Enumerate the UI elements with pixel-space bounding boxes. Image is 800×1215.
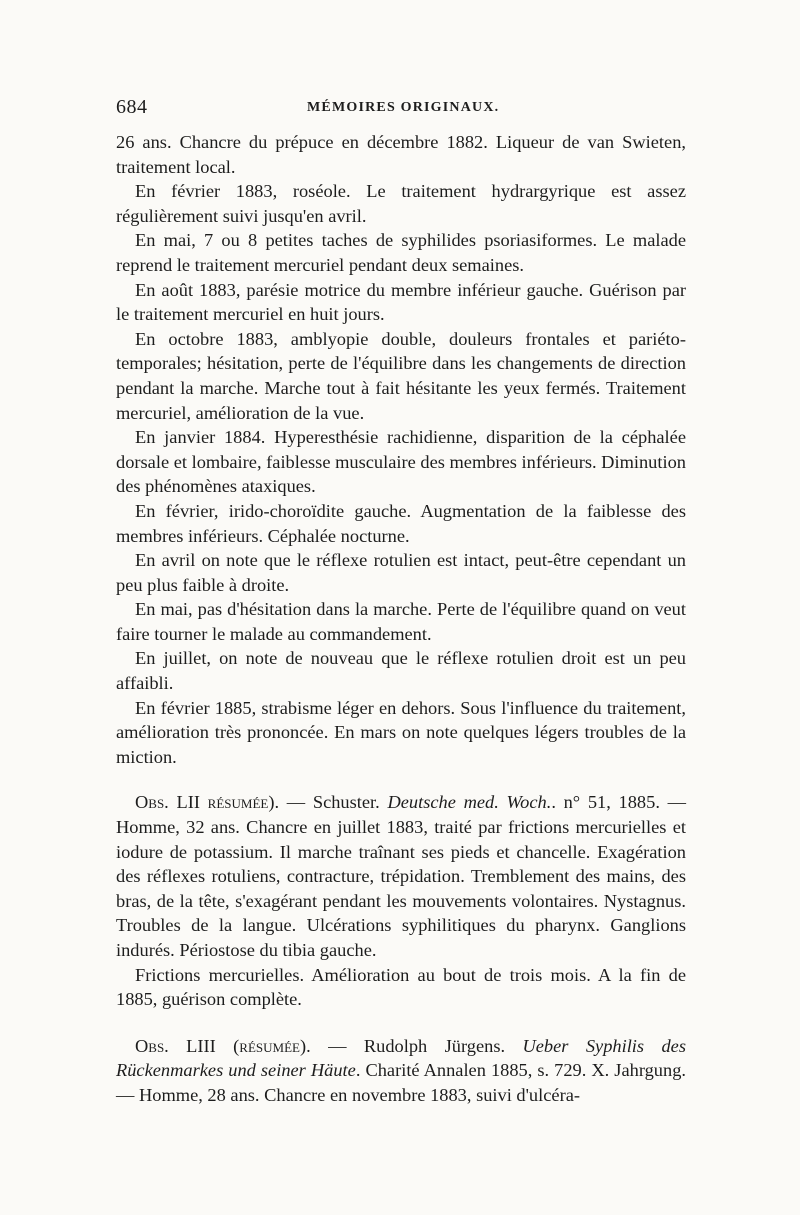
observation-liii [116,1034,686,1108]
paragraph: En janvier 1884. Hyperesthésie rachidienne, disparition de la céphalée dorsale et lombaire, faiblesse musculaire des membres inférieurs. Diminution des phénomènes ataxiques. [116,427,686,497]
observation-lii [116,790,686,962]
observation-author: — Rudolph Jürgens. [310,1035,523,1056]
paragraph: En mai, 7 ou 8 petites taches de syphilides psoriasiformes. Le malade reprend le traitement mercuriel pendant deux semaines. [116,230,686,275]
paragraph: En avril on note que le réflexe rotulien est intact, peut-être cependant un peu plus faible à droite. [116,550,686,595]
paragraph: 26 ans. Chancre du prépuce en décembre 1882. Liqueur de van Swieten, traitement local. [116,132,686,177]
observation-label: Obs. LII résumée). [135,792,280,813]
page-body [116,130,686,1108]
observation-title: Ueber Syphilis des Rückenmarkes und seiner Häute [116,1035,686,1081]
paragraph: En mai, pas d'hésitation dans la marche. Perte de l'équilibre quand on veut faire tourner le malade au commandement. [116,599,686,644]
observation-author: — Schuster. [279,792,388,813]
page-number: 684 [116,96,148,118]
paragraph: En février 1885, strabisme léger en dehors. Sous l'influence du traitement, amélioration très prononcée. En mars on note quelques légers troubles de la miction. [116,697,686,767]
observation-journal: Deutsche med. Woch. [387,792,552,813]
page-header [116,96,686,124]
paragraph: En octobre 1883, amblyopie double, douleurs frontales et pariéto-temporales; hésitation, perte de l'équilibre dans les changements de direction pendant la marche. Marche tout à fait hésitante les yeux fermés. Traitement mercuriel, amélioration de la vue. [116,328,686,423]
paragraph: En février 1883, roséole. Le traitement hydrargyrique est assez régulièrement suivi jusqu'en avril. [116,181,686,226]
running-title: MÉMOIRES ORIGINAUX. [307,100,500,115]
paragraph: En juillet, on note de nouveau que le réflexe rotulien droit est un peu affaibli. [116,648,686,694]
paragraph: En août 1883, parésie motrice du membre inférieur gauche. Guérison par le traitement mercuriel en huit jours. [116,279,686,325]
observation-text: . n° 51, 1885. — Homme, 32 ans. Chancre en juillet 1883, traité par frictions mercurielles et iodure de potassium. Il marche traînant ses pieds et chancelle. Exagération des réflexes rotuliens, contracture, trépidation. Tremblement des mains, des bras, de la tête, s'exagérant pendant les mouvements volontaires. Nystagnus. Troubles de la langue. Ulcérations syphilitiques du pharynx. Ganglions indurés. Périostose du tibia gauche. [116,792,687,960]
observation-text: . Charité Annalen 1885, s. 729. X. Jahrgung. — Homme, 28 ans. Chancre en novembre 1883, suivi d'ulcéra- [116,1060,686,1105]
paragraph: En février, irido-choroïdite gauche. Augmentation de la faiblesse des membres inférieurs. Céphalée nocturne. [116,500,686,546]
observation-label: Obs. LIII (résumée). [135,1035,311,1056]
observation-followup: Frictions mercurielles. Amélioration au bout de trois mois. A la fin de 1885, guérison complète. [116,964,686,1010]
